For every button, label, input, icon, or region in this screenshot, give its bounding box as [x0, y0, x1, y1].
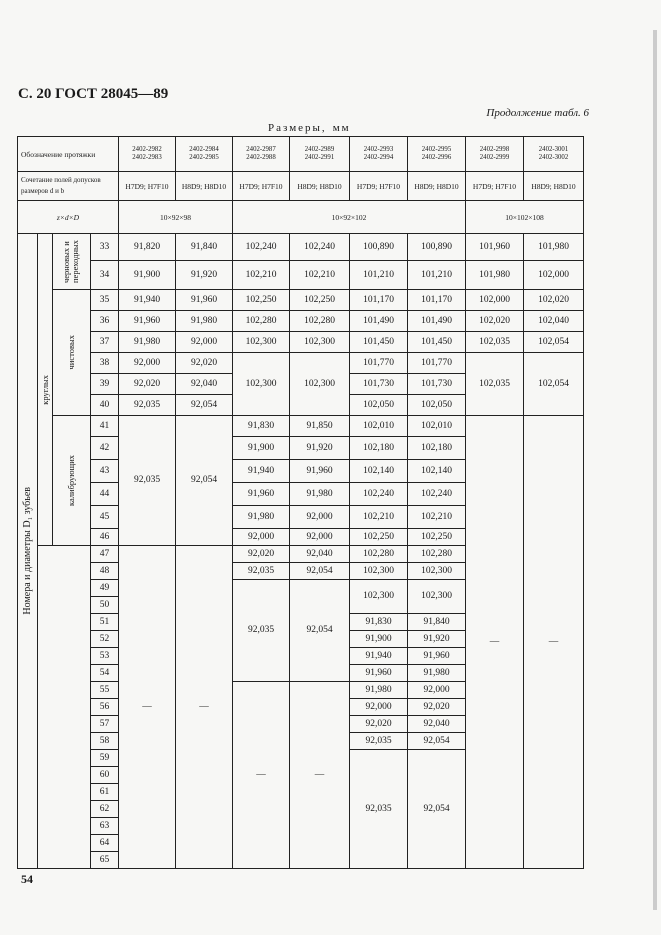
- value-cell: 92,054: [290, 563, 350, 580]
- value-cell: 92,000: [119, 353, 176, 374]
- value-cell: 101,210: [350, 261, 408, 290]
- value-cell: 92,035: [119, 395, 176, 416]
- zdD-cell: 10×92×102: [233, 201, 466, 234]
- zdD-label: z×d×D: [18, 201, 119, 234]
- tooth-number: 45: [91, 506, 119, 529]
- value-cell: 101,770: [408, 353, 466, 374]
- tooth-number: 40: [91, 395, 119, 416]
- value-cell: —: [290, 682, 350, 869]
- sizes-label-text: Размеры,: [268, 122, 327, 134]
- value-cell: 92,000: [233, 529, 290, 546]
- finish-label-cell: [53, 290, 91, 416]
- value-cell: 91,940: [350, 648, 408, 665]
- tooth-number: 54: [91, 665, 119, 682]
- value-cell: 102,280: [350, 546, 408, 563]
- value-cell: 102,020: [466, 311, 524, 332]
- value-cell: 102,250: [350, 529, 408, 546]
- value-cell: 91,900: [233, 437, 290, 460]
- value-cell: 92,000: [408, 682, 466, 699]
- designation-cell: 2402-2982 2402-2983: [119, 137, 176, 172]
- tooth-number: 36: [91, 311, 119, 332]
- tooth-number: 62: [91, 801, 119, 818]
- value-cell: 92,020: [119, 374, 176, 395]
- value-cell: 102,300: [233, 332, 290, 353]
- value-cell: 102,000: [466, 290, 524, 311]
- tooth-number: 39: [91, 374, 119, 395]
- tooth-number: 33: [91, 234, 119, 261]
- tooth-number: 42: [91, 437, 119, 460]
- value-cell: 91,960: [176, 290, 233, 311]
- value-cell: 102,140: [350, 460, 408, 483]
- value-cell: 101,960: [466, 234, 524, 261]
- designation-cell: 2402-2995 2402-2996: [408, 137, 466, 172]
- value-cell: 92,035: [119, 416, 176, 546]
- value-cell: 92,035: [233, 563, 290, 580]
- zdD-cell: 10×92×98: [119, 201, 233, 234]
- value-cell: 91,980: [290, 483, 350, 506]
- sizes-label: [268, 122, 351, 134]
- designation-cell: 2402-2989 2402-2991: [290, 137, 350, 172]
- value-cell: 92,000: [176, 332, 233, 353]
- tolerance-cell: H7D9; H7F10: [119, 172, 176, 201]
- value-cell: 102,050: [408, 395, 466, 416]
- tooth-number: 34: [91, 261, 119, 290]
- value-cell: 102,180: [408, 437, 466, 460]
- calib-label: калибрующих: [66, 454, 76, 507]
- value-cell: 102,300: [408, 580, 466, 614]
- tooth-number: 41: [91, 416, 119, 437]
- tooth-number: 49: [91, 580, 119, 597]
- value-cell: 102,240: [290, 234, 350, 261]
- tooth-number: 63: [91, 818, 119, 835]
- value-cell: 101,980: [466, 261, 524, 290]
- tolerance-cell: H7D9; H7F10: [350, 172, 408, 201]
- value-cell: 102,240: [233, 234, 290, 261]
- value-cell: 91,920: [290, 437, 350, 460]
- zdD-row: [18, 201, 584, 234]
- tolerance-fields-label: Сочетание полей допусков размеров d и b: [18, 172, 119, 201]
- value-cell: 102,300: [350, 580, 408, 614]
- value-cell: 101,490: [350, 311, 408, 332]
- designation-cell: 2402-2993 2402-2994: [350, 137, 408, 172]
- value-cell: 102,010: [408, 416, 466, 437]
- tooth-number: 59: [91, 750, 119, 767]
- tooth-number: 51: [91, 614, 119, 631]
- value-cell: 102,210: [350, 506, 408, 529]
- designation-cell: 2402-2987 2402-2988: [233, 137, 290, 172]
- broach-teeth-table: [17, 136, 584, 869]
- value-cell: 91,850: [290, 416, 350, 437]
- axis-label-cell: [18, 234, 38, 869]
- value-cell: 101,450: [408, 332, 466, 353]
- value-cell: 91,840: [176, 234, 233, 261]
- value-cell: 102,250: [233, 290, 290, 311]
- value-cell: 101,450: [350, 332, 408, 353]
- value-cell: 102,010: [350, 416, 408, 437]
- zdD-cell: 10×102×108: [466, 201, 584, 234]
- value-cell: 92,054: [408, 733, 466, 750]
- table-continuation-label: Продолжение табл. 6: [486, 107, 589, 119]
- tooth-number: 64: [91, 835, 119, 852]
- value-cell: —: [524, 416, 584, 869]
- sizes-unit: мм: [332, 122, 351, 134]
- value-cell: 92,054: [176, 416, 233, 546]
- value-cell: 101,770: [350, 353, 408, 374]
- tooth-number: 65: [91, 852, 119, 869]
- value-cell: 91,820: [119, 234, 176, 261]
- page-edge-shadow: [653, 30, 657, 910]
- value-cell: 92,035: [350, 733, 408, 750]
- round-label: круглых: [39, 374, 50, 405]
- tooth-number: 53: [91, 648, 119, 665]
- value-cell: 91,900: [350, 631, 408, 648]
- value-cell: 101,980: [524, 234, 584, 261]
- value-cell: 102,240: [408, 483, 466, 506]
- value-cell: 92,040: [176, 374, 233, 395]
- value-cell: 102,250: [408, 529, 466, 546]
- value-cell: 101,170: [350, 290, 408, 311]
- value-cell: 92,054: [408, 750, 466, 869]
- value-cell: 102,210: [408, 506, 466, 529]
- value-cell: 91,980: [408, 665, 466, 682]
- value-cell: 91,830: [233, 416, 290, 437]
- value-cell: 91,840: [408, 614, 466, 631]
- value-cell: 102,300: [290, 332, 350, 353]
- value-cell: 91,960: [290, 460, 350, 483]
- value-cell: 92,020: [233, 546, 290, 563]
- value-cell: 92,054: [290, 580, 350, 682]
- value-cell: 102,054: [524, 353, 584, 416]
- value-cell: 100,890: [350, 234, 408, 261]
- value-cell: 92,000: [350, 699, 408, 716]
- value-cell: —: [119, 546, 176, 869]
- value-cell: 91,830: [350, 614, 408, 631]
- value-cell: 91,960: [119, 311, 176, 332]
- tooth-number: 37: [91, 332, 119, 353]
- value-cell: 102,210: [233, 261, 290, 290]
- value-cell: 102,280: [233, 311, 290, 332]
- value-cell: 102,240: [350, 483, 408, 506]
- tolerance-cell: H7D9; H7F10: [233, 172, 290, 201]
- value-cell: 91,960: [350, 665, 408, 682]
- value-cell: 101,730: [408, 374, 466, 395]
- value-cell: —: [176, 546, 233, 869]
- tolerance-cell: H8D9; H8D10: [524, 172, 584, 201]
- tolerance-cell: H8D9; H8D10: [290, 172, 350, 201]
- value-cell: 92,000: [290, 529, 350, 546]
- broach-designation-label: Обозначение протяжки: [18, 137, 119, 172]
- rough-label-cell: [53, 234, 91, 290]
- value-cell: 102,300: [408, 563, 466, 580]
- value-cell: 102,280: [290, 311, 350, 332]
- tooth-number: 58: [91, 733, 119, 750]
- page-number: 54: [21, 872, 33, 886]
- tolerance-cell: H8D9; H8D10: [176, 172, 233, 201]
- value-cell: —: [233, 682, 290, 869]
- designation-cell: 2402-2984 2402-2985: [176, 137, 233, 172]
- value-cell: 91,980: [350, 682, 408, 699]
- rough-label: черновых и переходных: [60, 240, 80, 283]
- value-cell: 92,020: [408, 699, 466, 716]
- designation-cell: 2402-2998 2402-2999: [466, 137, 524, 172]
- value-cell: 92,035: [233, 580, 290, 682]
- value-cell: 101,730: [350, 374, 408, 395]
- tooth-number: 60: [91, 767, 119, 784]
- tooth-number: 52: [91, 631, 119, 648]
- tooth-number: 46: [91, 529, 119, 546]
- tolerance-cell: H8D9; H8D10: [408, 172, 466, 201]
- value-cell: 102,300: [290, 353, 350, 416]
- tooth-number: 61: [91, 784, 119, 801]
- value-cell: 91,900: [119, 261, 176, 290]
- value-cell: 102,280: [408, 546, 466, 563]
- axis-label: Номера и диаметры D₁ зубьев: [22, 487, 33, 615]
- value-cell: 92,000: [290, 506, 350, 529]
- value-cell: 102,210: [290, 261, 350, 290]
- value-cell: 102,050: [350, 395, 408, 416]
- value-cell: 91,920: [176, 261, 233, 290]
- value-cell: 92,054: [176, 395, 233, 416]
- value-cell: 102,140: [408, 460, 466, 483]
- value-cell: 91,960: [233, 483, 290, 506]
- value-cell: 91,980: [119, 332, 176, 353]
- value-cell: 92,020: [350, 716, 408, 733]
- value-cell: 91,940: [119, 290, 176, 311]
- calib-label-cell: [53, 416, 91, 546]
- tooth-number: 55: [91, 682, 119, 699]
- designation-row: [18, 137, 584, 172]
- designation-cell: 2402-3001 2402-3002: [524, 137, 584, 172]
- value-cell: 102,250: [290, 290, 350, 311]
- tooth-number: 50: [91, 597, 119, 614]
- value-cell: 91,940: [233, 460, 290, 483]
- value-cell: 101,170: [408, 290, 466, 311]
- value-cell: 91,980: [176, 311, 233, 332]
- value-cell: 100,890: [408, 234, 466, 261]
- value-cell: 102,020: [524, 290, 584, 311]
- value-cell: 102,040: [524, 311, 584, 332]
- page-header: С. 20 ГОСТ 28045—89: [18, 86, 169, 102]
- tooth-number: 44: [91, 483, 119, 506]
- tooth-number: 57: [91, 716, 119, 733]
- value-cell: 102,035: [466, 332, 524, 353]
- value-cell: 102,000: [524, 261, 584, 290]
- value-cell: 92,020: [176, 353, 233, 374]
- tooth-number: 48: [91, 563, 119, 580]
- tooth-number: 43: [91, 460, 119, 483]
- blank-category-cell: [38, 546, 91, 869]
- finish-label: чистовых: [66, 335, 76, 370]
- value-cell: 92,040: [290, 546, 350, 563]
- value-cell: 101,490: [408, 311, 466, 332]
- value-cell: 91,960: [408, 648, 466, 665]
- value-cell: 101,210: [408, 261, 466, 290]
- round-label-cell: [38, 234, 53, 546]
- tooth-number: 38: [91, 353, 119, 374]
- value-cell: 92,035: [350, 750, 408, 869]
- value-cell: —: [466, 416, 524, 869]
- tooth-number: 56: [91, 699, 119, 716]
- value-cell: 102,054: [524, 332, 584, 353]
- value-cell: 102,300: [233, 353, 290, 416]
- tolerance-fields-row: [18, 172, 584, 201]
- value-cell: 92,040: [408, 716, 466, 733]
- value-cell: 91,980: [233, 506, 290, 529]
- value-cell: 102,035: [466, 353, 524, 416]
- value-cell: 91,920: [408, 631, 466, 648]
- tolerance-cell: H7D9; H7F10: [466, 172, 524, 201]
- tooth-number: 35: [91, 290, 119, 311]
- tooth-number: 47: [91, 546, 119, 563]
- value-cell: 102,180: [350, 437, 408, 460]
- value-cell: 102,300: [350, 563, 408, 580]
